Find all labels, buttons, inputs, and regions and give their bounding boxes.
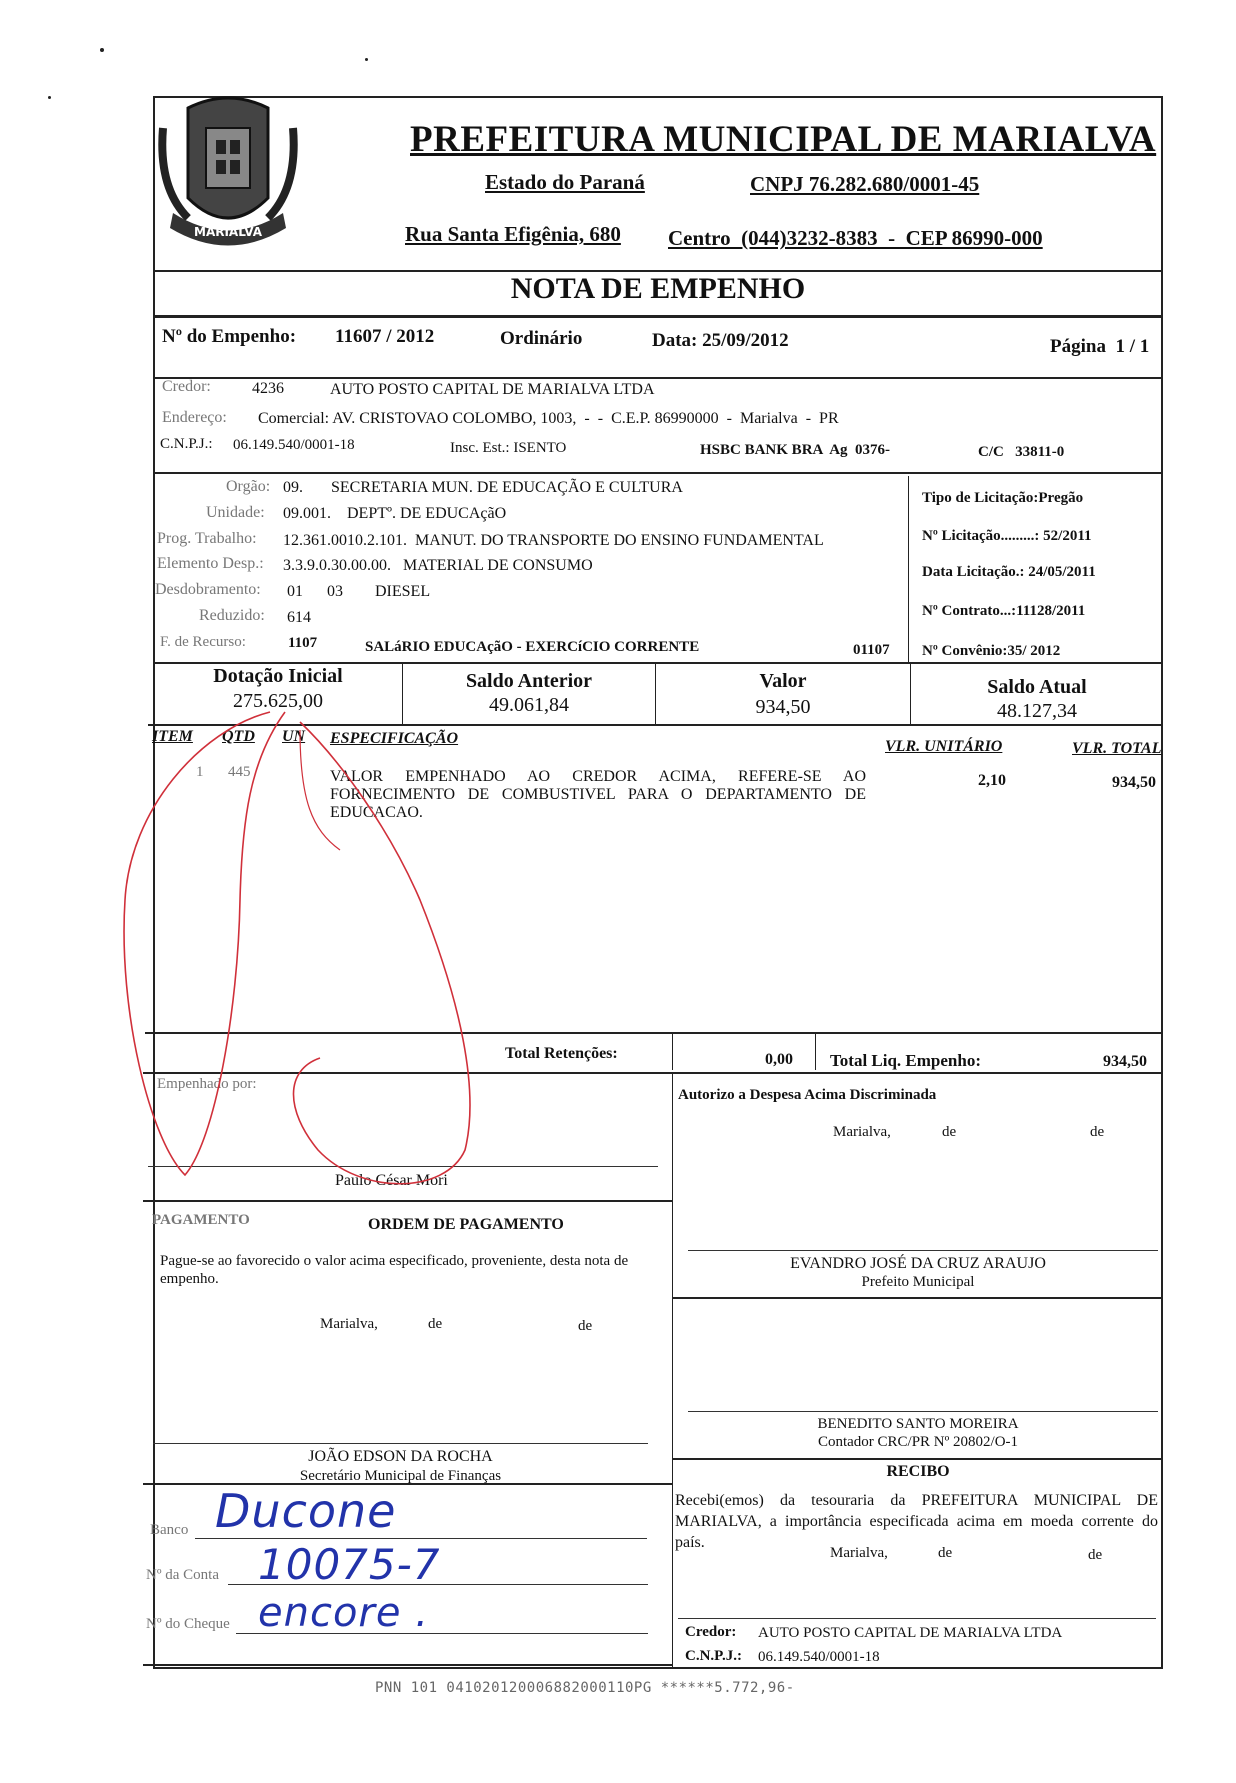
item-number: 1: [196, 764, 204, 780]
col-item: ITEM: [152, 728, 193, 745]
signature-line: [688, 1411, 1158, 1412]
recurso-code-2: 01107: [853, 642, 890, 658]
recibo-cnpj-value: 06.149.540/0001-18: [758, 1649, 880, 1665]
conta-handwritten: 10075-7: [258, 1540, 441, 1589]
empenhado-name: Paulo César Mori: [335, 1172, 448, 1189]
pagamento-place: Marialva,: [320, 1316, 378, 1332]
mayor-title: Prefeito Municipal: [861, 1274, 975, 1290]
autorizo-de-1: de: [942, 1124, 957, 1140]
saldo-atual-label: Saldo Atual: [987, 676, 1087, 698]
col-vlr-unitario: VLR. UNITÁRIO: [885, 738, 1003, 755]
total-liquido-value: 934,50: [1103, 1053, 1147, 1070]
saldo-anterior-value: 49.061,84: [489, 694, 569, 716]
contador-name: BENEDITO SANTO MOREIRA: [817, 1416, 1019, 1432]
document-title: NOTA DE EMPENHO: [510, 272, 806, 305]
cheque-label: Nº do Cheque: [146, 1616, 230, 1632]
bank-agency: HSBC BANK BRA Ag 0376-: [700, 442, 891, 458]
col-especificacao: ESPECIFICAÇÃO: [330, 730, 459, 747]
page-number: Página 1 / 1: [1050, 336, 1150, 357]
valor-label: Valor: [759, 670, 807, 692]
divider: [815, 1032, 816, 1070]
recibo-credor-label: Credor:: [685, 1624, 737, 1640]
contrato-numero: Nº Contrato...:11128/2011: [922, 603, 1086, 619]
credor-label: Credor:: [162, 378, 211, 395]
pagamento-de-1: de: [428, 1316, 443, 1332]
signature-line: [153, 1443, 648, 1444]
divider: [153, 377, 1163, 379]
unidade-label: Unidade:: [206, 504, 265, 521]
autorizo-place: Marialva,: [833, 1124, 891, 1140]
divider: [148, 724, 1163, 726]
conta-label: Nº da Conta: [146, 1567, 219, 1583]
orgao-label: Orgão:: [226, 478, 271, 495]
signature-line: [688, 1250, 1158, 1251]
prog-label: Prog. Trabalho:: [157, 530, 257, 547]
empenho-number: 11607 / 2012: [335, 326, 435, 347]
divider: [672, 1032, 673, 1070]
licitacao-numero: Nº Licitação.........: 52/2011: [922, 528, 1092, 544]
divider: [908, 476, 909, 664]
elemento-label: Elemento Desp.:: [157, 555, 264, 572]
city-crest-icon: [158, 88, 298, 263]
mayor-name: EVANDRO JOSÉ DA CRUZ ARAUJO: [790, 1255, 1046, 1272]
col-qtd: QTD: [222, 728, 255, 745]
item-unit-price: 2,10: [978, 772, 1006, 789]
recibo-cnpj-label: C.N.P.J.:: [685, 1648, 742, 1664]
valor-value: 934,50: [755, 696, 811, 718]
total-retencoes-value: 0,00: [765, 1051, 793, 1068]
pagamento-label: PAGAMENTO: [152, 1212, 250, 1228]
divider: [143, 1664, 672, 1666]
col-vlr-total: VLR. TOTAL: [1072, 740, 1162, 757]
endereco-label: Endereço:: [162, 409, 227, 426]
credor-cnpj-label: C.N.P.J.:: [160, 436, 213, 452]
recibo-de-1: de: [938, 1545, 953, 1561]
item-qtd: 445: [228, 764, 251, 780]
autorizo-de-2: de: [1090, 1124, 1105, 1140]
ordem-pagamento-label: ORDEM DE PAGAMENTO: [368, 1216, 564, 1233]
divider: [672, 1072, 673, 1669]
secretary-name: JOÃO EDSON DA ROCHA: [308, 1448, 493, 1465]
prog-value: 12.361.0010.2.101. MANUT. DO TRANSPORTE DO ENSINO FUNDAMENTAL: [283, 532, 824, 549]
recibo-label: RECIBO: [886, 1463, 950, 1480]
endereco-value: Comercial: AV. CRISTOVAO COLOMBO, 1003, - - C.E.P. 86990000 - Marialva - PR: [258, 410, 839, 427]
divider: [153, 472, 1163, 474]
recibo-credor-value: AUTO POSTO CAPITAL DE MARIALVA LTDA: [758, 1625, 1063, 1641]
total-liquido-label: Total Liq. Empenho:: [830, 1051, 981, 1070]
crest-banner-text: MARIALVA: [194, 225, 262, 239]
city-cnpj: CNPJ 76.282.680/0001-45: [750, 172, 980, 196]
recibo-text: Recebi(emos) da tesouraria da PREFEITURA MUNICIPAL DE MARIALVA, a importância especificada acima em moeda corrente do país.: [675, 1492, 1158, 1551]
divider: [673, 1297, 1163, 1299]
autorizo-label: Autorizo a Despesa Acima Discriminada: [678, 1087, 937, 1103]
banco-handwritten: Ducone: [215, 1484, 397, 1538]
recurso-name: SALáRIO EDUCAçãO - EXERCíCIO CORRENTE: [365, 639, 700, 655]
empenho-date: Data: 25/09/2012: [652, 330, 789, 351]
convenio-numero: Nº Convênio:35/ 2012: [922, 643, 1061, 659]
divider: [143, 1072, 1163, 1074]
licitacao-data: Data Licitação.: 24/05/2011: [922, 564, 1096, 580]
licitacao-tipo: Tipo de Licitação:Pregão: [922, 490, 1084, 506]
empenho-number-label: Nº do Empenho:: [162, 326, 297, 347]
empenho-type: Ordinário: [500, 328, 583, 349]
saldo-anterior-label: Saldo Anterior: [465, 670, 593, 692]
total-retencoes-label: Total Retenções:: [505, 1045, 618, 1062]
recurso-label: F. de Recurso:: [160, 634, 246, 650]
item-total: 934,50: [1112, 774, 1156, 791]
credor-name: AUTO POSTO CAPITAL DE MARIALVA LTDA: [330, 381, 655, 398]
divider: [153, 315, 1163, 318]
page-title: PREFEITURA MUNICIPAL DE MARIALVA: [410, 119, 1157, 160]
credor-cnpj: 06.149.540/0001-18: [233, 437, 355, 453]
dotacao-value: 275.625,00: [233, 690, 323, 712]
desdob-value: 01 03 DIESEL: [287, 583, 431, 600]
cheque-handwritten: encore .: [258, 1590, 429, 1636]
scan-speck: [100, 48, 104, 52]
item-description: VALOR EMPENHADO AO CREDOR ACIMA, REFERE-SE AO FORNECIMENTO DE COMBUSTIVEL PARA O DEPARTAMENTO DE EDUCACAO.: [330, 768, 866, 821]
reduzido-label: Reduzido:: [199, 607, 265, 624]
pagamento-de-2: de: [578, 1318, 593, 1334]
elemento-value: 3.3.9.0.30.00.00. MATERIAL DE CONSUMO: [283, 557, 593, 574]
pagamento-text: Pague-se ao favorecido o valor acima especificado, proveniente, desta nota de empenho.: [160, 1253, 629, 1287]
dotacao-label: Dotação Inicial: [213, 665, 343, 687]
recurso-code: 1107: [288, 635, 318, 651]
saldo-atual-value: 48.127,34: [997, 700, 1077, 722]
reduzido-value: 614: [287, 609, 311, 626]
signature-line: [678, 1618, 1156, 1619]
orgao-value: 09. SECRETARIA MUN. DE EDUCAÇÃO E CULTURA: [283, 479, 683, 496]
scan-speck: [48, 96, 51, 99]
empenhado-label: Empenhado por:: [157, 1076, 257, 1092]
insc-estadual: Insc. Est.: ISENTO: [450, 440, 567, 456]
banco-label: Banco: [150, 1522, 189, 1538]
field-line: [195, 1538, 647, 1539]
desdob-label: Desdobramento:: [155, 581, 261, 598]
footer-code: PNN 101 041020120006882000110PG ******5.772,96-: [375, 1680, 795, 1696]
recibo-place: Marialva,: [830, 1545, 888, 1561]
divider: [143, 1200, 672, 1202]
divider: [145, 1032, 1163, 1034]
recibo-de-2: de: [1088, 1547, 1103, 1563]
state-name: Estado do Paraná: [485, 170, 645, 194]
signature-line: [148, 1166, 658, 1167]
street-address: Rua Santa Efigênia, 680: [405, 222, 621, 246]
credor-code: 4236: [252, 380, 284, 397]
scan-speck: [365, 58, 368, 61]
secretary-title: Secretário Municipal de Finanças: [299, 1468, 502, 1484]
district-phone-cep: Centro (044)3232-8383 - CEP 86990-000: [668, 226, 1043, 250]
col-un: UN: [282, 728, 306, 745]
unidade-value: 09.001. DEPTº. DE EDUCAçãO: [283, 505, 507, 522]
divider: [673, 1458, 1163, 1460]
bank-account: C/C 33811-0: [978, 444, 1065, 460]
divider: [153, 662, 1163, 664]
contador-title: Contador CRC/PR Nº 20802/O-1: [817, 1434, 1019, 1450]
